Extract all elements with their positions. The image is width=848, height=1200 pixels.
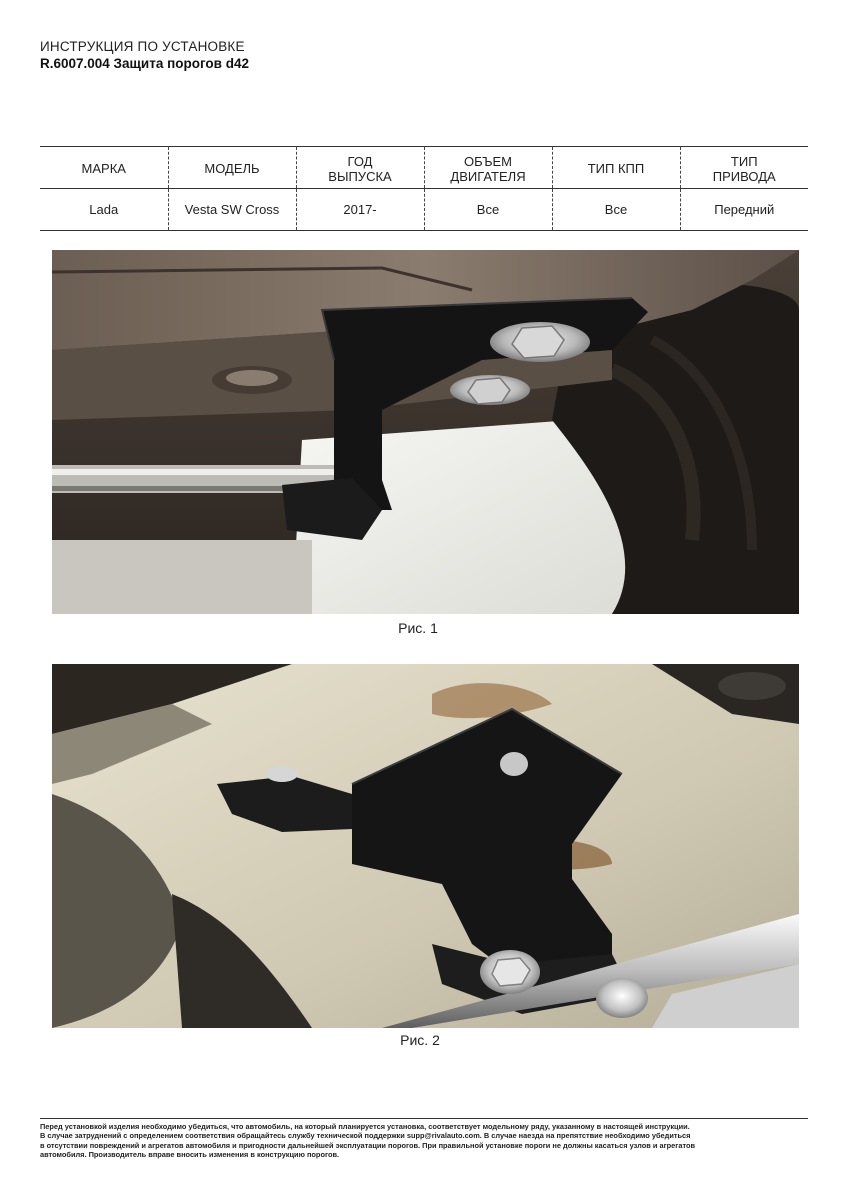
- header-model: МОДЕЛЬ: [168, 147, 296, 189]
- header-gearbox: ТИП КПП: [552, 147, 680, 189]
- disclaimer-line: в отсутствии повреждений и агрегатов автомобиля и пригодности дальнейшей эксплуатации порогов. При правильной установке пороги не должны касаться узлов и агрегатов: [40, 1140, 696, 1150]
- header-make: МАРКА: [81, 161, 126, 176]
- value-make: Lada: [89, 202, 119, 217]
- value-year: 2017-: [296, 189, 424, 231]
- header-engine: ОБЪЕМ ДВИГАТЕЛЯ: [424, 147, 552, 189]
- figure-2-caption: Рис. 2: [400, 1032, 440, 1048]
- figure-1-photo: [52, 250, 799, 614]
- vehicle-spec-table: [40, 146, 808, 231]
- disclaimer-line: автомобиля. Производитель вправе вносить изменения в конструкцию порогов.: [40, 1150, 340, 1160]
- document-header: [40, 38, 249, 72]
- header-drive: ТИП ПРИВОДА: [680, 147, 808, 189]
- figure-2-photo: [52, 664, 799, 1028]
- disclaimer-line: В случае затруднений с определением соответствия обращайтесь службу технической поддержки supp@rivalauto.com. В случае наезда на препятствие необходимо убедиться: [40, 1131, 691, 1141]
- header-year: ГОД ВЫПУСКА: [296, 147, 424, 189]
- figure-1-caption: Рис. 1: [398, 620, 438, 636]
- value-gearbox: Все: [552, 189, 680, 231]
- disclaimer-footer: [40, 1118, 808, 1160]
- value-drive: Передний: [680, 189, 808, 231]
- spec-value-row: [40, 189, 808, 231]
- document-title: ИНСТРУКЦИЯ ПО УСТАНОВКЕ: [40, 39, 245, 54]
- spec-header-row: [40, 147, 808, 189]
- product-code-title: R.6007.004 Защита порогов d42: [40, 56, 249, 71]
- value-engine: Все: [424, 189, 552, 231]
- value-model: Vesta SW Cross: [168, 189, 296, 231]
- disclaimer-line: Перед установкой изделия необходимо убедиться, что автомобиль, на который планируется установка, соответствует модельному ряду, указанному в настоящей инструкции.: [40, 1122, 690, 1131]
